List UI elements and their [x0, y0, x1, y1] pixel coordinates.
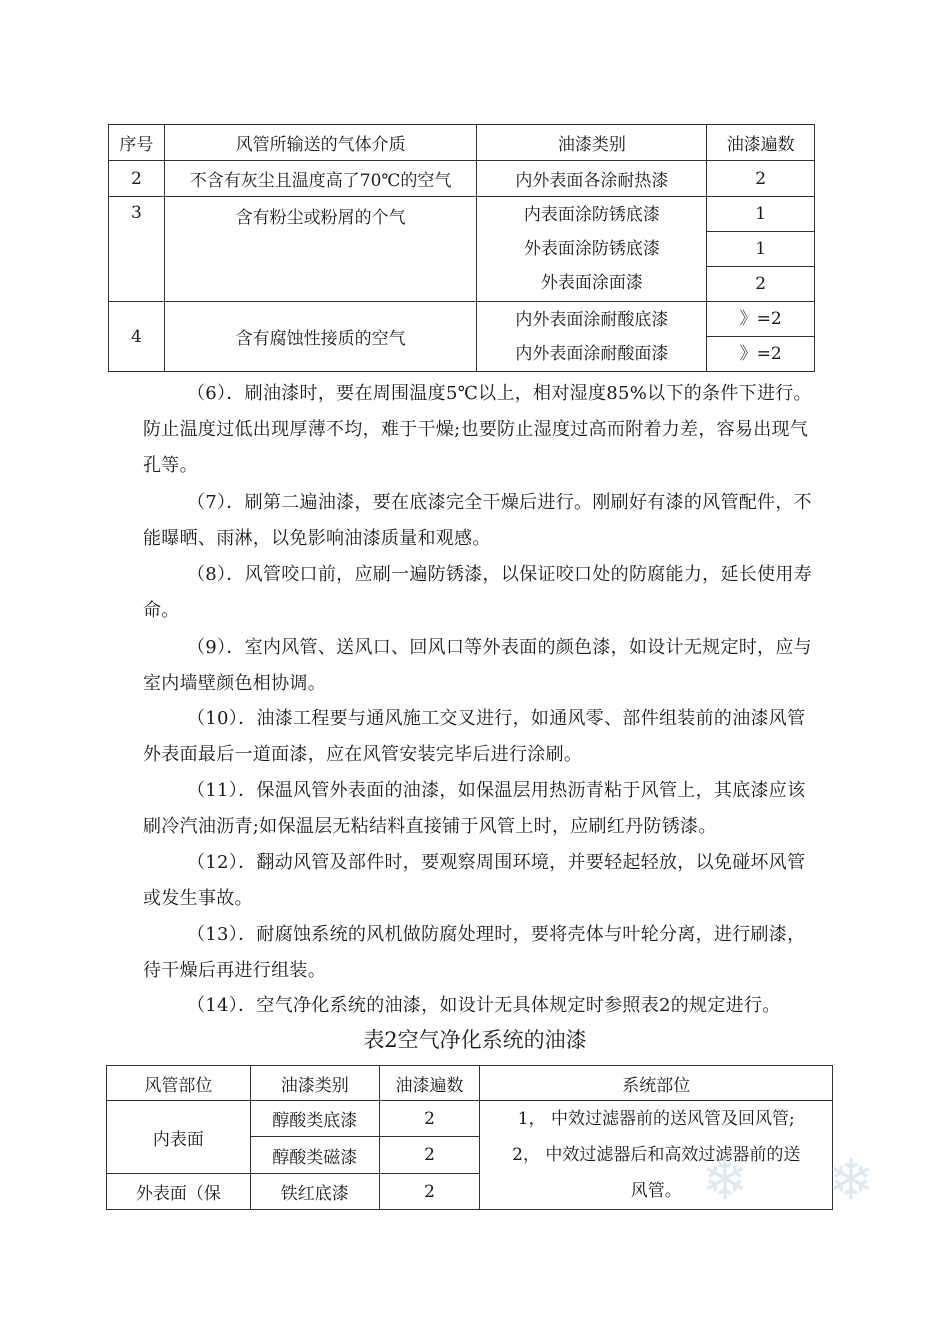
header-medium: 风管所输送的气体介质 [164, 125, 477, 161]
paragraph: （7）．刷第二遍油漆，要在底漆完全干燥后进行。刚刷好有漆的风管配件，不能曝晒、雨淋，以免影响油漆质量和观感。 [143, 492, 812, 549]
paint-type-line: 内表面涂防锈底漆 [523, 205, 660, 225]
row-no: 3 [109, 197, 165, 302]
paint-type-line: 内外表面涂耐酸底漆 [515, 309, 669, 330]
paint-type-line: 外表面涂防锈底漆 [523, 239, 660, 259]
row-paint-types [477, 197, 707, 302]
table-row [109, 161, 815, 197]
paint-count-line: 1 [707, 232, 814, 267]
paint-count-line: 》=2 [707, 302, 814, 337]
paint-count-line: 1 [707, 197, 814, 232]
system-line: 1， 中效过滤器前的送风管及回风管; [517, 1109, 795, 1129]
paragraph: （9）．室内风管、送风口、回风口等外表面的颜色漆，如设计无规定时，应与室内墙壁颜色相协调。 [143, 637, 812, 694]
row-paint-count: 2 [379, 1137, 480, 1174]
paragraph: （10）．油漆工程要与通风施工交叉进行，如通风零、部件组装前的油漆风管外表面最后一道面漆，应在风管安装完毕后进行涂刷。 [143, 708, 806, 765]
paint-type-line: 外表面涂面漆 [540, 273, 643, 293]
system-part-cell [480, 1101, 833, 1213]
header-paint-count: 油漆遍数 [707, 125, 815, 161]
paragraph: （11）．保温风管外表面的油漆，如保温层用热沥青粘于风管上，其底漆应该刷冷汽油沥青;如保温层无粘结料直接铺于风管上时，应刷红丹防锈漆。 [143, 780, 806, 837]
row-paint-type: 醇酸类磁漆 [250, 1137, 379, 1174]
row-paint-type: 铁红底漆 [250, 1174, 379, 1210]
row-paint-type: 醇酸类底漆 [250, 1101, 379, 1137]
system-line: 2， 中效过滤器后和高效过滤器前的送 [512, 1145, 801, 1165]
paragraph: （6）．刷油漆时，要在周围温度5℃以上，相对湿度85%以下的条件下进行。防止温度过低出现厚薄不均，难于干燥;也要防止湿度过高而附着力差，容易出现气孔等。 [143, 383, 812, 476]
row-paint-count: 2 [379, 1101, 480, 1137]
row-no: 4 [109, 302, 165, 372]
row-paint-types [477, 302, 707, 372]
snowflake-icon: ❄ [701, 1148, 749, 1213]
paint-count-line: 》=2 [739, 344, 782, 364]
header-system-part: 系统部位 [480, 1066, 833, 1101]
header-paint-type: 油漆类别 [477, 125, 707, 161]
header-no: 序号 [109, 125, 165, 161]
row-paint-counts [707, 302, 815, 372]
row-medium: 不含有灰尘且温度高了70℃的空气 [164, 161, 477, 197]
paint-table-1 [108, 124, 815, 372]
duct-part-inner: 内表面 [107, 1101, 251, 1174]
table-2-title: 表2空气净化系统的油漆 [363, 1028, 587, 1052]
header-paint-count: 油漆遍数 [379, 1066, 480, 1101]
row-paint-counts [707, 197, 815, 302]
row-medium: 含有腐蚀性接质的空气 [164, 302, 477, 372]
row-paint-count: 2 [707, 161, 815, 197]
header-paint-type: 油漆类别 [250, 1066, 379, 1101]
row-paint-type: 内外表面各涂耐热漆 [477, 161, 707, 197]
paragraph: （13）．耐腐蚀系统的风机做防腐处理时，要将壳体与叶轮分离，进行刷漆，待干燥后再进行组装。 [143, 924, 806, 981]
paint-type-line: 内外表面涂耐酸面漆 [515, 343, 669, 364]
system-line: 风管。 [630, 1181, 682, 1201]
header-duct-part: 风管部位 [107, 1066, 251, 1101]
row-no: 2 [109, 161, 165, 197]
table-row [109, 197, 815, 302]
table-row [107, 1101, 833, 1137]
row-paint-count: 2 [379, 1174, 480, 1210]
paragraph: （12）．翻动风管及部件时，要观察周围环境，并要轻起轻放，以免碰坏风管或发生事故。 [143, 852, 806, 909]
duct-part-outer: 外表面（保 [107, 1174, 251, 1210]
paragraph: （8）．风管咬口前，应刷一遍防锈漆，以保证咬口处的防腐能力，延长使用寿命。 [143, 564, 812, 621]
snowflake-icon: ❄ [827, 1148, 875, 1213]
table-row [109, 302, 815, 372]
paint-count-line: 2 [755, 274, 767, 294]
paragraph: （14）．空气净化系统的油漆，如设计无具体规定时参照表2的规定进行。 [187, 995, 781, 1016]
row-medium: 含有粉尘或粉屑的个气 [164, 197, 477, 302]
